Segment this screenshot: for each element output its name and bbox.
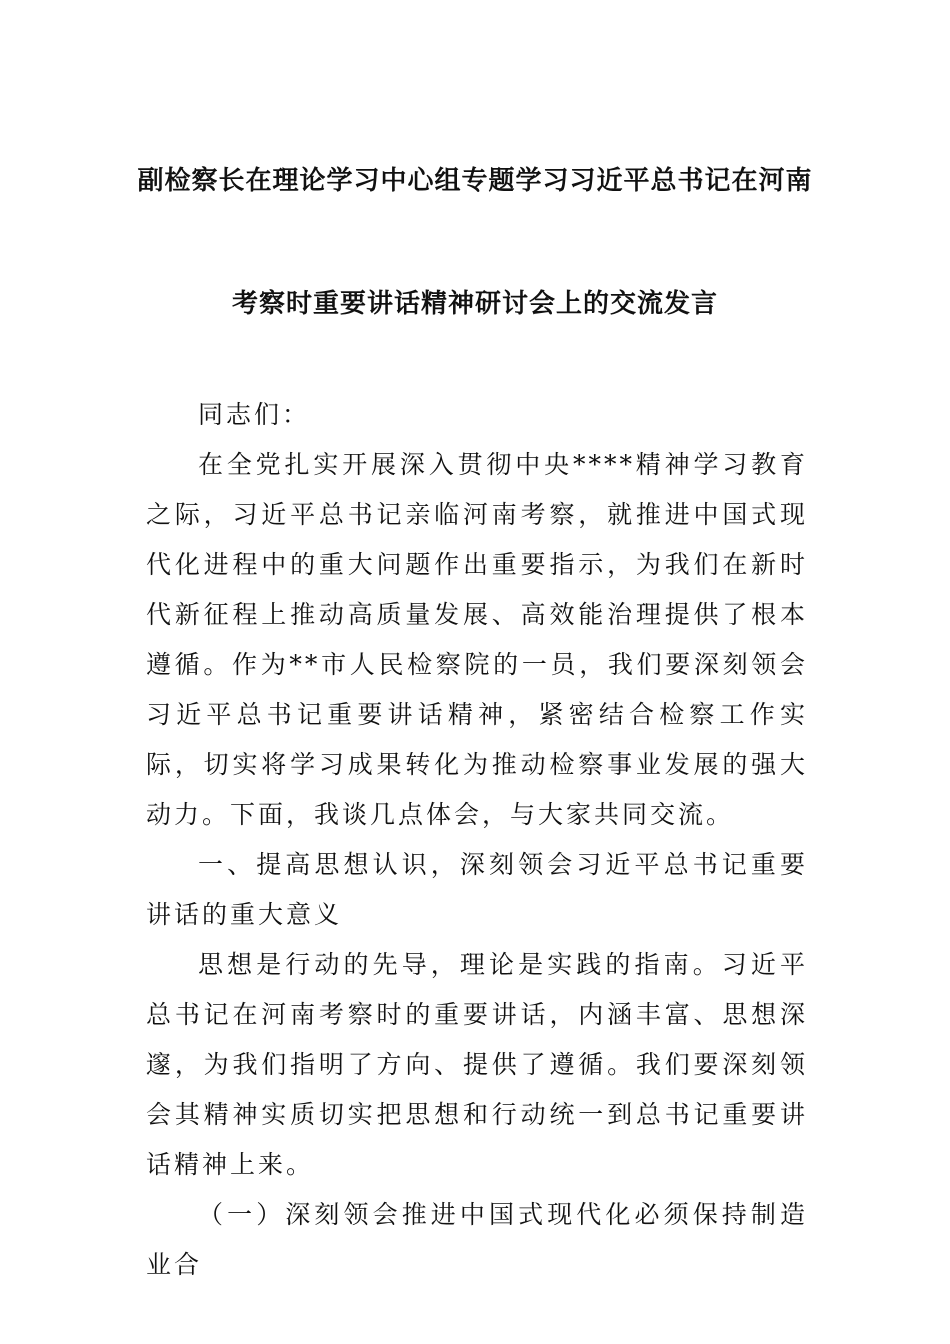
body-paragraph: 在全党扎实开展深入贯彻中央****精神学习教育之际，习近平总书记亲临河南考察，就推进中国式现代化进程中的重大问题作出重要指示，为我们在新时代新征程上推动高质量发展、高效能治理提供了根本遵循。作为**市人民检察院的一员，我们要深刻领会习近平总书记重要讲话精神，紧密结合检察工作实际，切实将学习成果转化为推动检察事业发展的强大动力。下面，我谈几点体会，与大家共同交流。 (146, 450, 808, 829)
subsection-heading: （一）深刻领会推进中国式现代化必须保持制造业合 (146, 1200, 808, 1279)
document-title-line-1: 副检察长在理论学习中心组专题学习习近平总书记在河南 (137, 166, 813, 196)
body-paragraph: 思想是行动的先导，理论是实践的指南。习近平总书记在河南考察时的重要讲话，内涵丰富、思想深邃，为我们指明了方向、提供了遵循。我们要深刻领会其精神实质切实把思想和行动统一到总书记重要讲话精神上来。 (146, 950, 808, 1179)
document-title-line-2: 考察时重要讲话精神研讨会上的交流发言 (231, 289, 718, 319)
salutation: 同志们： (198, 400, 311, 429)
document-body (146, 390, 808, 1290)
section-heading: 一、提高思想认识，深刻领会习近平总书记重要讲话的重大意义 (146, 850, 808, 929)
